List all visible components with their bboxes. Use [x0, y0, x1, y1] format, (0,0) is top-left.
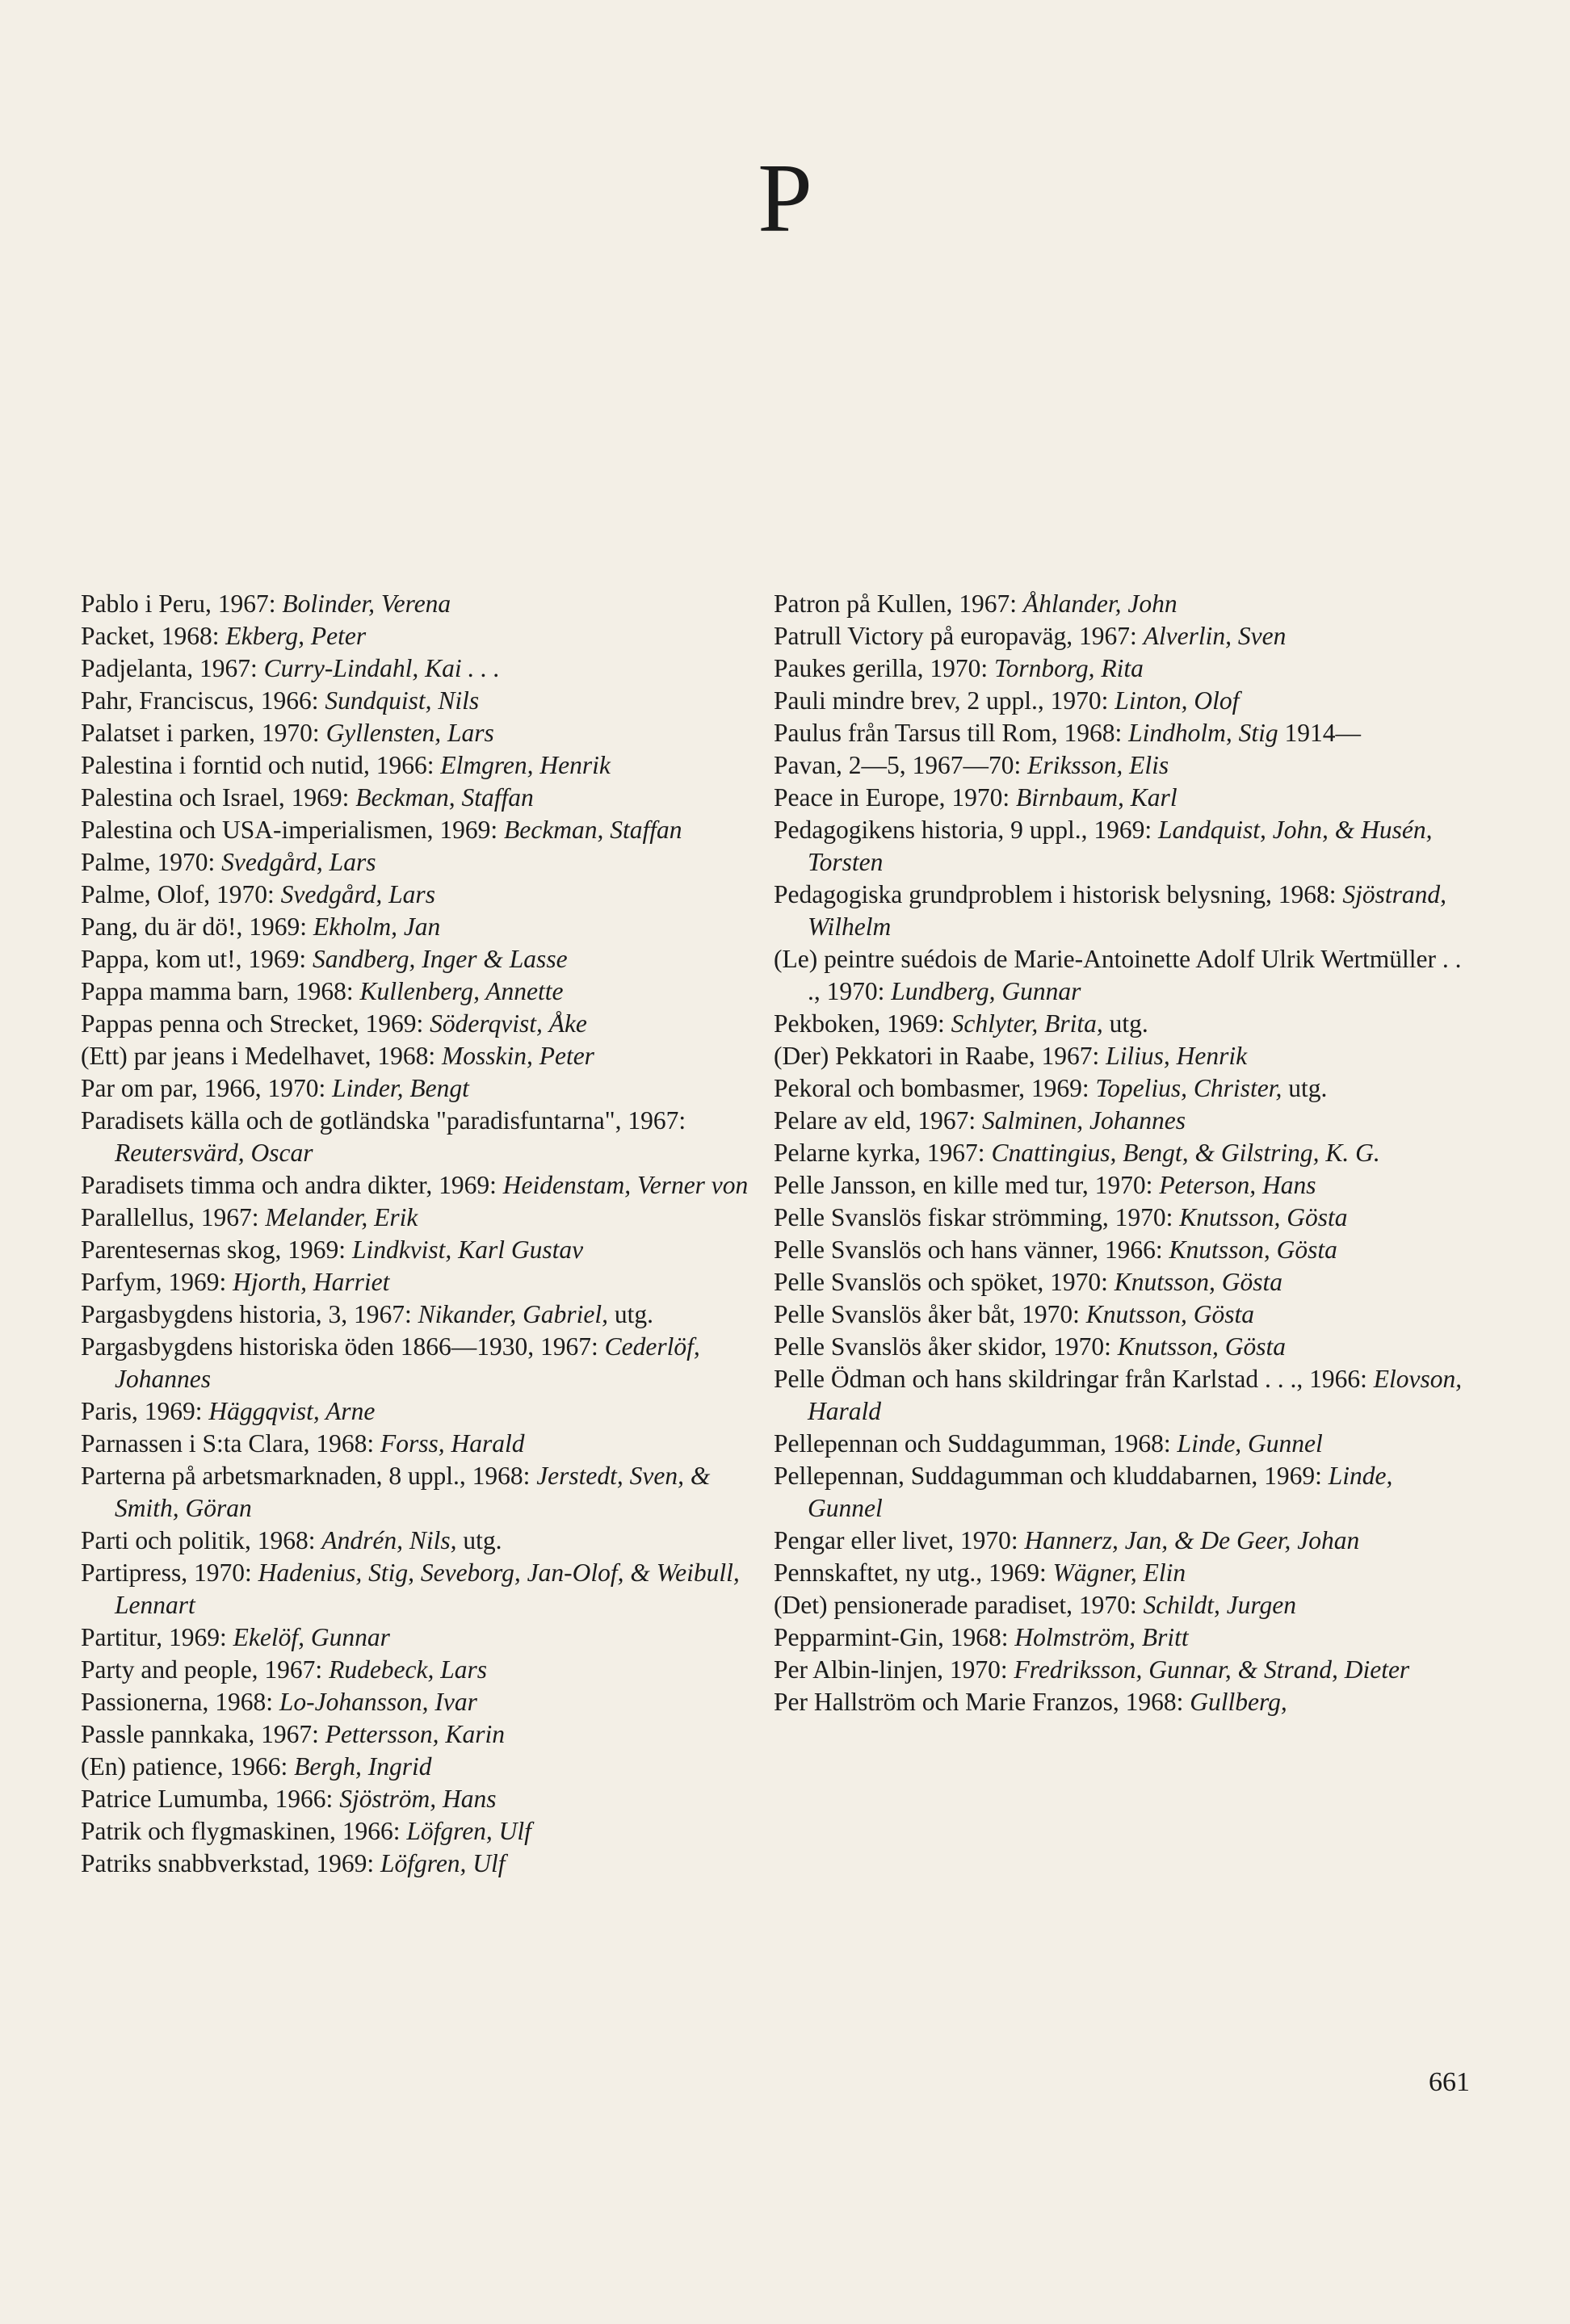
entry-author: Löfgren, Ulf: [380, 1849, 506, 1877]
entry-title: Pelle Ödman och hans skildringar från Karlstad . . ., 1966:: [774, 1365, 1367, 1393]
entry-author: Wägner, Elin: [1052, 1558, 1186, 1587]
entry-title: (En) patience, 1966:: [81, 1752, 288, 1781]
index-entry: [774, 943, 1468, 1008]
entry-title: Pekboken, 1969:: [774, 1009, 945, 1038]
entry-author: Peterson, Hans: [1159, 1171, 1316, 1199]
entry-title: Pelle Svanslös fiskar strömming, 1970:: [774, 1203, 1173, 1231]
index-entry: [774, 1008, 1468, 1040]
entry-title: Partitur, 1969:: [81, 1623, 227, 1651]
entry-title: Pellepennan, Suddagumman och kluddabarnen, 1969:: [774, 1462, 1322, 1490]
index-entry: [81, 943, 751, 975]
entry-author: Lilius, Henrik: [1106, 1042, 1248, 1070]
index-entry: [81, 1654, 751, 1686]
entry-author: Knutsson, Gösta: [1114, 1268, 1283, 1296]
index-entry: [774, 1460, 1468, 1525]
index-entry: [81, 1234, 751, 1266]
entry-author: Gyllensten, Lars: [325, 719, 494, 747]
entry-author: Bergh, Ingrid: [294, 1752, 432, 1781]
entry-title: Packet, 1968:: [81, 622, 220, 650]
entry-author: Åhlander, John: [1022, 589, 1178, 618]
index-entry: [81, 620, 751, 652]
entry-title: (Le) peintre suédois de Marie-Antoinette Adolf Ulrik Wertmüller . . ., 1970:: [774, 945, 1462, 1005]
entry-title: Peace in Europe, 1970:: [774, 783, 1010, 812]
index-entry: [81, 685, 751, 717]
entry-author: Topelius, Christer,: [1095, 1074, 1282, 1102]
index-entry: [81, 911, 751, 943]
entry-title: Parallellus, 1967:: [81, 1203, 259, 1231]
entry-author: Curry-Lindahl, Kai . . .: [263, 654, 500, 682]
entry-title: Palestina och Israel, 1969:: [81, 783, 350, 812]
entry-author: Knutsson, Gösta: [1169, 1235, 1337, 1264]
entry-author: Hjorth, Harriet: [233, 1268, 390, 1296]
entry-author: Salminen, Johannes: [982, 1106, 1186, 1135]
entry-author: Landquist, John, & Husén, Torsten: [808, 816, 1433, 876]
entry-title: Pavan, 2—5, 1967—70:: [774, 751, 1022, 779]
entry-author: Knutsson, Gösta: [1085, 1300, 1254, 1328]
entry-author: Hadenius, Stig, Seveborg, Jan-Olof, & Weibull, Lennart: [115, 1558, 740, 1619]
index-entry: [774, 652, 1468, 685]
entry-author: Fredriksson, Gunnar, & Strand, Dieter: [1014, 1655, 1410, 1684]
entry-title: Per Hallström och Marie Franzos, 1968:: [774, 1688, 1184, 1716]
entry-title: Pelle Svanslös åker skidor, 1970:: [774, 1332, 1111, 1361]
index-entry: [81, 1815, 751, 1848]
entry-title: (Der) Pekkatori in Raabe, 1967:: [774, 1042, 1100, 1070]
index-entry: [81, 1331, 751, 1395]
index-entry: [774, 879, 1468, 943]
entry-author: Ekberg, Peter: [225, 622, 367, 650]
index-entry: [81, 1040, 751, 1072]
entry-suffix: utg.: [1102, 1009, 1148, 1038]
index-entry: [774, 1266, 1468, 1298]
entry-author: Reutersvärd, Oscar: [115, 1139, 313, 1167]
entry-author: Knutsson, Gösta: [1179, 1203, 1348, 1231]
entry-title: Pauli mindre brev, 2 uppl., 1970:: [774, 686, 1109, 715]
index-entry: [81, 814, 751, 846]
entry-title: Party and people, 1967:: [81, 1655, 323, 1684]
index-entry: [774, 1298, 1468, 1331]
index-entry: [81, 879, 751, 911]
index-entry: [81, 1686, 751, 1718]
index-entry: [774, 1137, 1468, 1169]
entry-author: Andrén, Nils,: [321, 1526, 457, 1554]
index-entry: [81, 782, 751, 814]
entry-title: Pelare av eld, 1967:: [774, 1106, 976, 1135]
index-entry: [81, 1395, 751, 1428]
entry-title: Paradisets källa och de gotländska "paradisfuntarna", 1967:: [81, 1106, 686, 1135]
index-entry: [81, 1718, 751, 1751]
index-entry: [81, 1266, 751, 1298]
entry-author: Jerstedt, Sven, & Smith, Göran: [115, 1462, 711, 1522]
entry-title: Parti och politik, 1968:: [81, 1526, 316, 1554]
entry-title: Passle pannkaka, 1967:: [81, 1720, 319, 1748]
entry-author: Gullberg,: [1190, 1688, 1287, 1716]
index-entry: [774, 1589, 1468, 1621]
entry-author: Sandberg, Inger & Lasse: [312, 945, 568, 973]
index-entry: [774, 1169, 1468, 1202]
entry-title: Pablo i Peru, 1967:: [81, 589, 276, 618]
entry-title: Partipress, 1970:: [81, 1558, 252, 1587]
entry-title: Pelle Jansson, en kille med tur, 1970:: [774, 1171, 1153, 1199]
entry-author: Bolinder, Verena: [282, 589, 451, 618]
index-entry: [774, 717, 1468, 749]
entry-author: Hannerz, Jan, & De Geer, Johan: [1024, 1526, 1360, 1554]
index-entry: [81, 846, 751, 879]
entry-title: Parterna på arbetsmarknaden, 8 uppl., 1968:: [81, 1462, 531, 1490]
entry-title: Pelle Svanslös åker båt, 1970:: [774, 1300, 1080, 1328]
section-letter: P: [758, 144, 812, 253]
index-entry: [81, 1428, 751, 1460]
index-entry: [81, 1621, 751, 1654]
index-entry: [774, 620, 1468, 652]
entry-author: Cederlöf, Johannes: [115, 1332, 700, 1393]
entry-title: Paulus från Tarsus till Rom, 1968:: [774, 719, 1123, 747]
entry-title: Pekoral och bombasmer, 1969:: [774, 1074, 1089, 1102]
entry-author: Lindholm, Stig: [1128, 719, 1278, 747]
entry-suffix: utg.: [608, 1300, 654, 1328]
index-entry: [81, 1525, 751, 1557]
entry-author: Schlyter, Brita,: [951, 1009, 1103, 1038]
entry-author: Knutsson, Gösta: [1117, 1332, 1286, 1361]
index-entry: [81, 1169, 751, 1202]
entry-title: Pelarne kyrka, 1967:: [774, 1139, 985, 1167]
index-entry: [774, 1428, 1468, 1460]
entry-title: Pennskaftet, ny utg., 1969:: [774, 1558, 1047, 1587]
entry-author: Lo-Johansson, Ivar: [279, 1688, 477, 1716]
index-entry: [81, 1848, 751, 1880]
index-entry: [81, 1751, 751, 1783]
entry-author: Sjöstrand, Wilhelm: [808, 880, 1446, 941]
entry-author: Ekholm, Jan: [313, 912, 441, 941]
entry-title: Patrice Lumumba, 1966:: [81, 1785, 334, 1813]
entry-author: Beckman, Staffan: [504, 816, 682, 844]
entry-author: Svedgård, Lars: [280, 880, 435, 908]
entry-author: Birnbaum, Karl: [1016, 783, 1178, 812]
entry-author: Schildt, Jurgen: [1143, 1591, 1297, 1619]
index-entry: [81, 749, 751, 782]
entry-author: Ekelöf, Gunnar: [233, 1623, 390, 1651]
entry-title: Per Albin-linjen, 1970:: [774, 1655, 1008, 1684]
entry-author: Häggqvist, Arne: [208, 1397, 376, 1425]
index-entry: [774, 1234, 1468, 1266]
entry-title: Pappas penna och Strecket, 1969:: [81, 1009, 424, 1038]
index-entry: [774, 1072, 1468, 1105]
entry-title: Palestina i forntid och nutid, 1966:: [81, 751, 434, 779]
entry-author: Löfgren, Ulf: [406, 1817, 531, 1845]
index-entry: [81, 588, 751, 620]
entry-title: Palestina och USA-imperialismen, 1969:: [81, 816, 498, 844]
index-entry: [81, 1298, 751, 1331]
index-entry: [774, 1621, 1468, 1654]
entry-title: Pengar eller livet, 1970:: [774, 1526, 1018, 1554]
index-entry: [774, 814, 1468, 879]
entry-title: Paris, 1969:: [81, 1397, 203, 1425]
left-column: [81, 588, 751, 1880]
entry-author: Sjöström, Hans: [339, 1785, 497, 1813]
entry-author: Linder, Bengt: [332, 1074, 469, 1102]
entry-title: Pargasbygdens historia, 3, 1967:: [81, 1300, 412, 1328]
entry-author: Söderqvist, Åke: [430, 1009, 587, 1038]
index-entry: [774, 1525, 1468, 1557]
entry-author: Eriksson, Elis: [1027, 751, 1169, 779]
right-column: [774, 588, 1468, 1718]
entry-author: Melander, Erik: [265, 1203, 418, 1231]
entry-title: Padjelanta, 1967:: [81, 654, 258, 682]
entry-title: Pedagogiska grundproblem i historisk belysning, 1968:: [774, 880, 1337, 908]
entry-title: Pargasbygdens historiska öden 1866—1930, 1967:: [81, 1332, 598, 1361]
index-entry: [81, 975, 751, 1008]
entry-author: Kullenberg, Annette: [359, 977, 564, 1005]
entry-author: Tornborg, Rita: [993, 654, 1144, 682]
index-entry: [81, 1783, 751, 1815]
entry-author: Rudebeck, Lars: [329, 1655, 488, 1684]
entry-title: Parfym, 1969:: [81, 1268, 227, 1296]
index-entry: [774, 1105, 1468, 1137]
entry-author: Heidenstam, Verner von: [502, 1171, 749, 1199]
index-entry: [774, 1686, 1468, 1718]
entry-title: Parnassen i S:ta Clara, 1968:: [81, 1429, 375, 1458]
entry-title: Patron på Kullen, 1967:: [774, 589, 1017, 618]
entry-author: Forss, Harald: [380, 1429, 525, 1458]
entry-title: Paukes gerilla, 1970:: [774, 654, 989, 682]
index-entry: [774, 1654, 1468, 1686]
index-entry: [774, 1363, 1468, 1428]
entry-suffix: 1914—: [1278, 719, 1361, 747]
index-entry: [774, 1557, 1468, 1589]
entry-author: Linde, Gunnel: [808, 1462, 1393, 1522]
entry-author: Lindkvist, Karl Gustav: [351, 1235, 584, 1264]
entry-title: Pahr, Franciscus, 1966:: [81, 686, 319, 715]
entry-title: Patriks snabbverkstad, 1969:: [81, 1849, 375, 1877]
index-entry: [81, 1008, 751, 1040]
entry-title: Pappa, kom ut!, 1969:: [81, 945, 307, 973]
index-entry: [81, 717, 751, 749]
entry-title: Paradisets timma och andra dikter, 1969:: [81, 1171, 497, 1199]
page-number: 661: [1429, 2067, 1470, 2097]
entry-title: Patrull Victory på europaväg, 1967:: [774, 622, 1137, 650]
entry-suffix: utg.: [1282, 1074, 1328, 1102]
entry-author: Pettersson, Karin: [325, 1720, 505, 1748]
entry-title: Parentesernas skog, 1969:: [81, 1235, 346, 1264]
entry-title: Pelle Svanslös och hans vänner, 1966:: [774, 1235, 1163, 1264]
entry-title: Patrik och flygmaskinen, 1966:: [81, 1817, 401, 1845]
index-entry: [81, 652, 751, 685]
entry-author: Linton, Olof: [1115, 686, 1240, 715]
entry-author: Nikander, Gabriel,: [418, 1300, 608, 1328]
entry-title: Par om par, 1966, 1970:: [81, 1074, 326, 1102]
entry-title: Pepparmint-Gin, 1968:: [774, 1623, 1009, 1651]
entry-author: Beckman, Staffan: [355, 783, 534, 812]
entry-author: Lundberg, Gunnar: [891, 977, 1081, 1005]
index-entry: [774, 749, 1468, 782]
index-entry: [81, 1460, 751, 1525]
entry-title: (Det) pensionerade paradiset, 1970:: [774, 1591, 1137, 1619]
entry-suffix: utg.: [456, 1526, 502, 1554]
index-entry: [774, 1040, 1468, 1072]
index-entry: [774, 1331, 1468, 1363]
index-entry: [774, 782, 1468, 814]
entry-title: Pellepennan och Suddagumman, 1968:: [774, 1429, 1171, 1458]
entry-author: Alverlin, Sven: [1143, 622, 1287, 650]
index-entry: [81, 1557, 751, 1621]
entry-title: Pang, du är dö!, 1969:: [81, 912, 307, 941]
entry-author: Elovson, Harald: [808, 1365, 1463, 1425]
entry-author: Holmström, Britt: [1014, 1623, 1189, 1651]
entry-title: Pappa mamma barn, 1968:: [81, 977, 354, 1005]
index-entry: [81, 1202, 751, 1234]
index-entry: [81, 1072, 751, 1105]
entry-author: Linde, Gunnel: [1177, 1429, 1323, 1458]
entry-title: Passionerna, 1968:: [81, 1688, 273, 1716]
entry-author: Sundquist, Nils: [325, 686, 480, 715]
entry-title: Palme, Olof, 1970:: [81, 880, 275, 908]
entry-title: Palme, 1970:: [81, 848, 216, 876]
entry-author: Svedgård, Lars: [221, 848, 376, 876]
entry-author: Cnattingius, Bengt, & Gilstring, K. G.: [991, 1139, 1380, 1167]
entry-title: Pelle Svanslös och spöket, 1970:: [774, 1268, 1108, 1296]
index-entry: [81, 1105, 751, 1169]
index-entry: [774, 588, 1468, 620]
entry-title: Palatset i parken, 1970:: [81, 719, 320, 747]
entry-title: (Ett) par jeans i Medelhavet, 1968:: [81, 1042, 436, 1070]
entry-author: Elmgren, Henrik: [440, 751, 611, 779]
index-entry: [774, 685, 1468, 717]
entry-author: Mosskin, Peter: [441, 1042, 594, 1070]
entry-title: Pedagogikens historia, 9 uppl., 1969:: [774, 816, 1152, 844]
index-entry: [774, 1202, 1468, 1234]
